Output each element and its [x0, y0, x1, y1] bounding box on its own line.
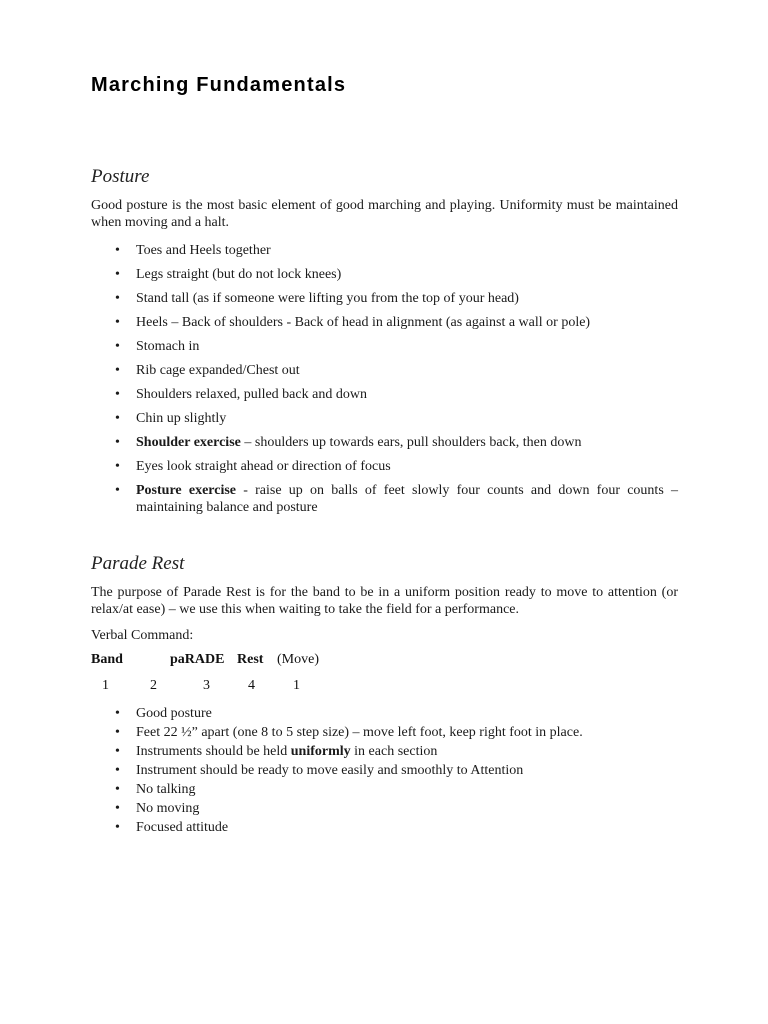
- list-item: [91, 242, 678, 259]
- list-item-bold: Shoulder exercise: [136, 435, 241, 450]
- bullet-icon: •: [115, 820, 120, 835]
- command-word: (Move): [277, 652, 319, 667]
- bullet-icon: •: [115, 459, 120, 474]
- list-item: [91, 458, 678, 475]
- list-item: [91, 800, 678, 818]
- list-item-text: - raise up on balls of feet slowly four counts and down four counts – maintaining balance and posture: [136, 483, 679, 515]
- posture-heading: Posture: [91, 166, 150, 187]
- list-item-text: – shoulders up towards ears, pull shoulders back, then down: [240, 435, 582, 450]
- list-item-text: Chin up slightly: [136, 411, 227, 426]
- bullet-icon: •: [115, 339, 120, 354]
- count-number: 2: [150, 678, 157, 693]
- list-item: [91, 362, 678, 379]
- list-item: [91, 290, 678, 307]
- count-number: 3: [203, 678, 210, 693]
- bullet-icon: •: [115, 363, 120, 378]
- list-item: [91, 819, 678, 837]
- list-item: [91, 743, 678, 761]
- parade-rest-heading: Parade Rest: [91, 553, 185, 574]
- list-item-text: Focused attitude: [136, 820, 229, 835]
- list-item: [91, 705, 678, 723]
- bullet-icon: •: [115, 243, 120, 258]
- list-item-text: Stomach in: [136, 339, 200, 354]
- count-number: 1: [102, 678, 109, 693]
- list-item-text: Good posture: [136, 706, 212, 721]
- list-item-text: Stand tall (as if someone were lifting you from the top of your head): [136, 291, 519, 306]
- posture-list: [91, 242, 678, 523]
- count-number: 1: [293, 678, 300, 693]
- list-item: [91, 434, 678, 451]
- list-item-text: Legs straight (but do not lock knees): [136, 267, 342, 282]
- bullet-icon: •: [115, 411, 120, 426]
- list-item-text: No moving: [136, 801, 200, 816]
- command-word: paRADE: [170, 652, 225, 667]
- bullet-icon: •: [115, 387, 120, 402]
- list-item-text: in each section: [350, 744, 438, 759]
- list-item: [91, 386, 678, 403]
- list-item-text: Toes and Heels together: [136, 243, 271, 258]
- verbal-command-label: Verbal Command:: [91, 628, 194, 643]
- bullet-icon: •: [115, 267, 120, 282]
- bullet-icon: •: [115, 291, 120, 306]
- list-item-text: Shoulders relaxed, pulled back and down: [136, 387, 367, 402]
- verbal-command: [91, 652, 678, 670]
- bullet-icon: •: [115, 725, 120, 740]
- list-item: [91, 314, 678, 331]
- list-item: [91, 724, 678, 742]
- count-number: 4: [248, 678, 255, 693]
- bullet-icon: •: [115, 706, 120, 721]
- list-item-text: Instruments should be held: [136, 744, 291, 759]
- list-item: [91, 482, 678, 516]
- list-item-text: Feet 22 ½” apart (one 8 to 5 step size) – move left foot, keep right foot in place.: [136, 725, 583, 740]
- list-item: [91, 762, 678, 780]
- list-item-text: Heels – Back of shoulders - Back of head in alignment (as against a wall or pole): [136, 315, 591, 330]
- command-word: Rest: [237, 652, 264, 667]
- list-item-bold: uniformly: [290, 744, 351, 759]
- list-item: [91, 410, 678, 427]
- bullet-icon: •: [115, 801, 120, 816]
- bullet-icon: •: [115, 744, 120, 759]
- list-item: [91, 266, 678, 283]
- bullet-icon: •: [115, 483, 120, 498]
- bullet-icon: •: [115, 315, 120, 330]
- posture-intro: Good posture is the most basic element of good marching and playing. Uniformity must be maintained when moving and a halt.: [91, 198, 678, 230]
- parade-rest-intro: The purpose of Parade Rest is for the band to be in a uniform position ready to move to attention (or relax/at ease) – we use this when waiting to take the field for a performance.: [91, 585, 678, 617]
- command-counts: [91, 678, 678, 696]
- list-item: [91, 781, 678, 799]
- bullet-icon: •: [115, 763, 120, 778]
- list-item: [91, 338, 678, 355]
- command-word: Band: [91, 652, 123, 667]
- list-item-text: Rib cage expanded/Chest out: [136, 363, 300, 378]
- bullet-icon: •: [115, 435, 120, 450]
- parade-rest-list: [91, 705, 678, 838]
- list-item-text: Eyes look straight ahead or direction of focus: [136, 459, 391, 474]
- list-item-text: No talking: [136, 782, 196, 797]
- bullet-icon: •: [115, 782, 120, 797]
- list-item-text: Instrument should be ready to move easily and smoothly to Attention: [136, 763, 524, 778]
- list-item-bold: Posture exercise: [136, 483, 237, 498]
- page-title: Marching Fundamentals: [91, 74, 347, 96]
